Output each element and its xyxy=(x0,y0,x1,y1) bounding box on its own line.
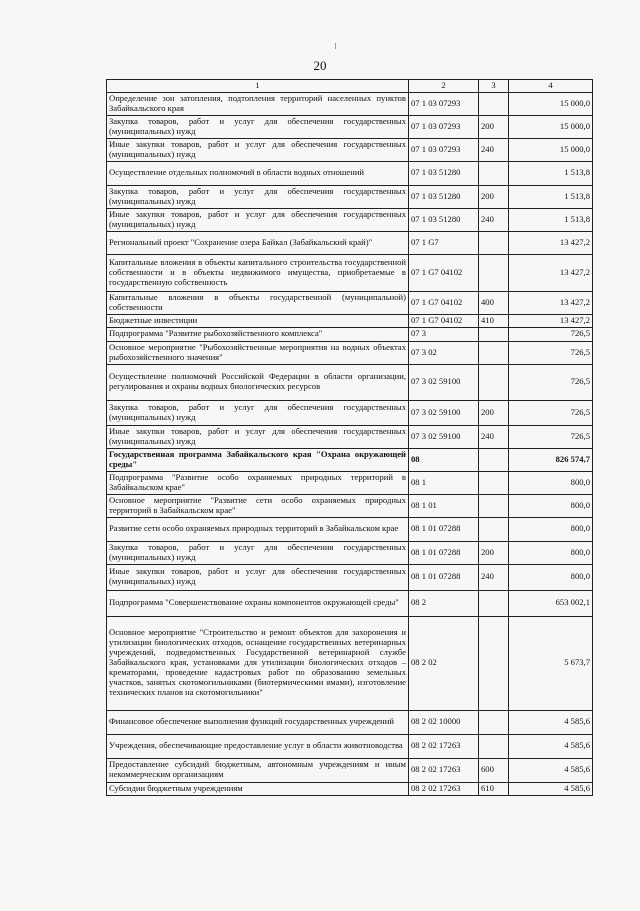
row-name: Закупка товаров, работ и услуг для обеспечения государственных (муниципальных) нужд xyxy=(107,115,409,138)
header-col-3: 3 xyxy=(479,80,509,93)
row-code: 08 2 02 10000 xyxy=(409,710,479,734)
row-name: Закупка товаров, работ и услуг для обеспечения государственных (муниципальных) нужд xyxy=(107,400,409,425)
table-row xyxy=(107,517,593,541)
row-name: Закупка товаров, работ и услуг для обеспечения государственных (муниципальных) нужд xyxy=(107,541,409,564)
row-amount: 13 427,2 xyxy=(509,291,593,314)
row-amount: 1 513,8 xyxy=(509,185,593,208)
row-amount: 13 427,2 xyxy=(509,254,593,291)
row-name: Развитие сети особо охраняемых природных территорий в Забайкальском крае xyxy=(107,517,409,541)
row-amount: 4 585,6 xyxy=(509,710,593,734)
row-amount: 4 585,6 xyxy=(509,782,593,795)
row-type xyxy=(479,448,509,471)
row-code: 07 1 G7 04102 xyxy=(409,254,479,291)
table-row xyxy=(107,494,593,517)
row-name: Финансовое обеспечение выполнения функций государственных учреждений xyxy=(107,710,409,734)
table-row xyxy=(107,254,593,291)
row-type xyxy=(479,517,509,541)
row-type xyxy=(479,494,509,517)
row-amount: 726,5 xyxy=(509,341,593,364)
row-amount: 5 673,7 xyxy=(509,616,593,710)
row-code: 07 1 03 51280 xyxy=(409,161,479,185)
row-amount: 13 427,2 xyxy=(509,231,593,254)
row-amount: 726,5 xyxy=(509,364,593,400)
row-type xyxy=(479,471,509,494)
row-amount: 800,0 xyxy=(509,517,593,541)
row-amount: 826 574,7 xyxy=(509,448,593,471)
row-name: Региональный проект "Сохранение озера Байкал (Забайкальский край)" xyxy=(107,231,409,254)
table-row xyxy=(107,616,593,710)
row-name: Основное мероприятие "Рыбохозяйственные мероприятия на водных объектах рыбохозяйственного значения" xyxy=(107,341,409,364)
row-code: 07 1 G7 04102 xyxy=(409,314,479,327)
table-row xyxy=(107,448,593,471)
row-type: 400 xyxy=(479,291,509,314)
table-row xyxy=(107,400,593,425)
row-amount: 800,0 xyxy=(509,541,593,564)
table-row xyxy=(107,138,593,161)
scan-mark xyxy=(335,43,336,49)
row-code: 07 1 03 07293 xyxy=(409,92,479,115)
row-amount: 4 585,6 xyxy=(509,758,593,782)
row-code: 08 2 02 17263 xyxy=(409,782,479,795)
row-name: Субсидии бюджетным учреждениям xyxy=(107,782,409,795)
table-row xyxy=(107,231,593,254)
row-type: 240 xyxy=(479,564,509,590)
row-amount: 13 427,2 xyxy=(509,314,593,327)
row-amount: 726,5 xyxy=(509,400,593,425)
row-code: 07 1 03 07293 xyxy=(409,138,479,161)
row-type xyxy=(479,231,509,254)
row-type: 600 xyxy=(479,758,509,782)
row-code: 08 xyxy=(409,448,479,471)
row-name: Осуществление отдельных полномочий в области водных отношений xyxy=(107,161,409,185)
row-code: 08 1 01 07288 xyxy=(409,564,479,590)
row-code: 08 1 01 07288 xyxy=(409,517,479,541)
table-row xyxy=(107,782,593,795)
table-row xyxy=(107,327,593,341)
row-amount: 800,0 xyxy=(509,494,593,517)
row-code: 07 3 02 59100 xyxy=(409,364,479,400)
row-type: 240 xyxy=(479,138,509,161)
table-row xyxy=(107,541,593,564)
row-type: 240 xyxy=(479,208,509,231)
table-header-row xyxy=(107,80,593,93)
row-amount: 726,5 xyxy=(509,327,593,341)
row-type xyxy=(479,254,509,291)
row-name: Иные закупки товаров, работ и услуг для обеспечения государственных (муниципальных) нужд xyxy=(107,425,409,448)
row-code: 08 2 02 17263 xyxy=(409,758,479,782)
header-col-1: 1 xyxy=(107,80,409,93)
budget-table xyxy=(106,79,593,796)
table-row xyxy=(107,710,593,734)
table-row xyxy=(107,291,593,314)
table-row xyxy=(107,314,593,327)
row-type xyxy=(479,616,509,710)
table-row xyxy=(107,590,593,616)
table-row xyxy=(107,161,593,185)
row-amount: 800,0 xyxy=(509,471,593,494)
table-row xyxy=(107,471,593,494)
row-code: 07 1 03 51280 xyxy=(409,185,479,208)
row-name: Основное мероприятие "Строительство и ремонт объектов для захоронения и утилизации биологических отходов, оснащение государственных ветеринарных учреждений, подведомственных Государственной ветеринарной службе Забайкальского края, установками для утилизации биологических отходов – крематорами, проведение кадастровых работ по образованию земельных участков, занятых скотомогильниками (биотермическими ямами), изготовление технических планов на скотомогильники" xyxy=(107,616,409,710)
row-code: 08 2 02 xyxy=(409,616,479,710)
row-code: 08 2 xyxy=(409,590,479,616)
row-amount: 1 513,8 xyxy=(509,161,593,185)
row-name: Осуществление полномочий Российской Федерации в области организации, регулирования и охраны водных биологических ресурсов xyxy=(107,364,409,400)
row-amount: 15 000,0 xyxy=(509,92,593,115)
table-row xyxy=(107,564,593,590)
row-name: Основное мероприятие "Развитие сети особо охраняемых природных территорий в Забайкальском крае" xyxy=(107,494,409,517)
row-code: 07 1 03 51280 xyxy=(409,208,479,231)
row-type xyxy=(479,590,509,616)
row-name: Подпрограмма "Развитие особо охраняемых природных территорий в Забайкальском крае" xyxy=(107,471,409,494)
row-name: Капитальные вложения в объекты капитального строительства государственной собственности и в объекты недвижимого имущества, приобретаемые в государственную собственность xyxy=(107,254,409,291)
row-type: 200 xyxy=(479,541,509,564)
row-amount: 15 000,0 xyxy=(509,138,593,161)
row-code: 07 3 02 59100 xyxy=(409,400,479,425)
row-type xyxy=(479,364,509,400)
row-name: Предоставление субсидий бюджетным, автономным учреждениям и иным некоммерческим организациям xyxy=(107,758,409,782)
table-row xyxy=(107,92,593,115)
row-name: Иные закупки товаров, работ и услуг для обеспечения государственных (муниципальных) нужд xyxy=(107,138,409,161)
row-name: Подпрограмма "Совершенствование охраны компонентов окружающей среды" xyxy=(107,590,409,616)
row-code: 07 1 G7 xyxy=(409,231,479,254)
row-amount: 15 000,0 xyxy=(509,115,593,138)
table-row xyxy=(107,758,593,782)
row-type: 240 xyxy=(479,425,509,448)
table-row xyxy=(107,341,593,364)
row-amount: 726,5 xyxy=(509,425,593,448)
row-name: Определение зон затопления, подтопления территорий населенных пунктов Забайкальского края xyxy=(107,92,409,115)
row-name: Государственная программа Забайкальского края "Охрана окружающей среды" xyxy=(107,448,409,471)
row-type: 200 xyxy=(479,115,509,138)
table-row xyxy=(107,425,593,448)
row-type: 200 xyxy=(479,185,509,208)
row-code: 08 2 02 17263 xyxy=(409,734,479,758)
table-row xyxy=(107,734,593,758)
row-name: Капитальные вложения в объекты государственной (муниципальной) собственности xyxy=(107,291,409,314)
row-amount: 4 585,6 xyxy=(509,734,593,758)
row-type xyxy=(479,161,509,185)
row-code: 07 3 xyxy=(409,327,479,341)
table-row xyxy=(107,208,593,231)
row-code: 08 1 01 xyxy=(409,494,479,517)
row-type: 200 xyxy=(479,400,509,425)
row-code: 07 3 02 59100 xyxy=(409,425,479,448)
row-code: 08 1 01 07288 xyxy=(409,541,479,564)
row-type xyxy=(479,341,509,364)
row-type xyxy=(479,92,509,115)
table-row xyxy=(107,364,593,400)
row-type xyxy=(479,710,509,734)
row-name: Учреждения, обеспечивающие предоставление услуг в области животноводства xyxy=(107,734,409,758)
row-type: 610 xyxy=(479,782,509,795)
row-name: Иные закупки товаров, работ и услуг для обеспечения государственных (муниципальных) нужд xyxy=(107,208,409,231)
row-type xyxy=(479,734,509,758)
row-type: 410 xyxy=(479,314,509,327)
row-name: Подпрограмма "Развитие рыбохозяйственного комплекса" xyxy=(107,327,409,341)
row-name: Закупка товаров, работ и услуг для обеспечения государственных (муниципальных) нужд xyxy=(107,185,409,208)
row-type xyxy=(479,327,509,341)
row-code: 07 3 02 xyxy=(409,341,479,364)
table-row xyxy=(107,185,593,208)
page-number: 20 xyxy=(313,58,327,73)
row-code: 07 1 03 07293 xyxy=(409,115,479,138)
header-col-2: 2 xyxy=(409,80,479,93)
row-code: 08 1 xyxy=(409,471,479,494)
row-code: 07 1 G7 04102 xyxy=(409,291,479,314)
row-amount: 1 513,8 xyxy=(509,208,593,231)
row-amount: 800,0 xyxy=(509,564,593,590)
table-row xyxy=(107,115,593,138)
header-col-4: 4 xyxy=(509,80,593,93)
row-amount: 653 002,1 xyxy=(509,590,593,616)
row-name: Бюджетные инвестиции xyxy=(107,314,409,327)
row-name: Иные закупки товаров, работ и услуг для обеспечения государственных (муниципальных) нужд xyxy=(107,564,409,590)
